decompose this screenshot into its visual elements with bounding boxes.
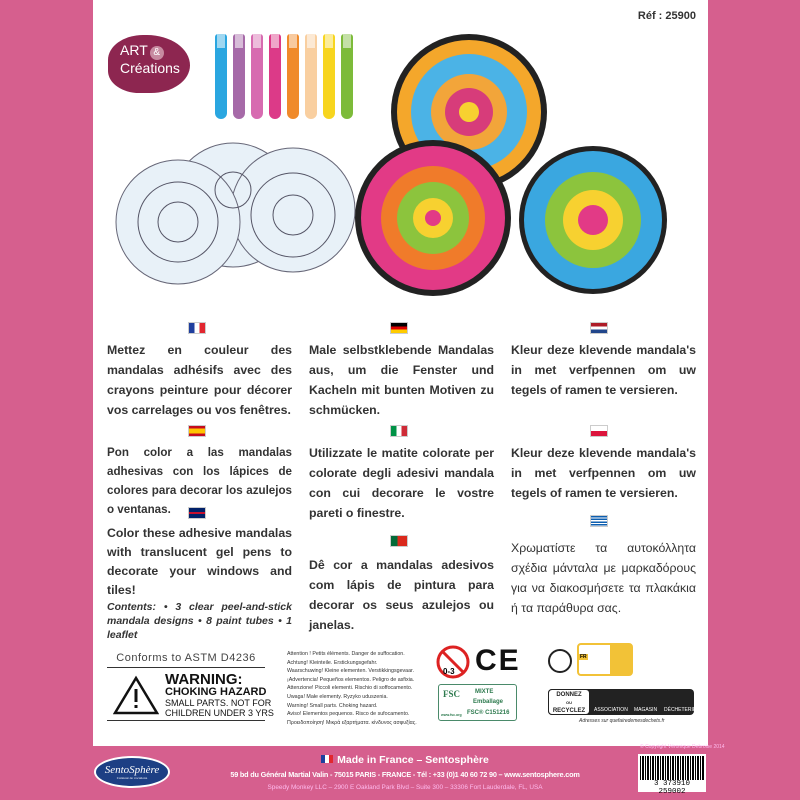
ce-mark: CE [475, 644, 521, 677]
clear-mandala-3 [231, 148, 355, 272]
clear-mandala-2 [116, 160, 240, 284]
flag-italy-icon [390, 425, 408, 437]
option-association: ASSOCIATION [594, 707, 628, 713]
multilingual-warnings [287, 650, 437, 727]
brand-subtitle: Créateur de vocations [116, 776, 148, 780]
text-gr: Χρωματίστε τα αυτοκόλλητα σχέδια μάνταλα με μαρκαδόρους για να διακοσμήσετε τα πλακάκια ή τα παράθυρα σας. [511, 541, 696, 615]
logo-text: ART [120, 42, 148, 58]
fsc-logo: FSC [443, 689, 461, 699]
flag-france-icon [188, 322, 206, 334]
logo-amp: & [150, 46, 164, 60]
donnez: DONNEZ [556, 692, 582, 698]
barcode-number: 3 373910 259002 [653, 780, 690, 796]
fsc-code: FSC® C151216 [467, 710, 510, 716]
age-restriction-icon [435, 644, 471, 680]
colored-mandala-right [519, 146, 667, 294]
text-pt: Dê cor a mandalas adesivos com lápis de pintura para decorar os seus azulejos ou janelas. [309, 558, 494, 632]
mandala-illustrations [93, 0, 708, 300]
flag-poland-icon [590, 425, 608, 437]
text-nl: Kleur deze klevende mandala's in met verfpennen om uw tegels of ramen te versieren. [511, 343, 696, 397]
company-address: 59 bd du Général Martial Valin - 75015 PARIS - FRANCE - Tél : +33 (0)1 40 60 72 90 – www.sentosphere.com [230, 770, 580, 779]
flag-greece-icon [590, 515, 608, 527]
fr-label: FR [580, 654, 587, 660]
text-es: Pon color a las mandalas adhesivas con los lápices de colores para decorar los azulejos o ventanas. [107, 446, 292, 516]
fsc-mixte: MIXTE [475, 689, 494, 695]
text-en-body: Color these adhesive mandalas with translucent gel pens to decorate your windows and tiles! [107, 526, 292, 597]
text-de: Male selbstklebende Mandalas aus, um die Fenster und Kacheln mit bunten Motiven zu schmücken. [309, 343, 494, 417]
fsc-label [438, 684, 517, 721]
option-decheterie: DÉCHETERIE [664, 707, 697, 713]
barcode-bars [640, 756, 704, 780]
barcode [638, 754, 706, 796]
copyright: © Copyright Véronique Debroise 2014 [640, 744, 725, 750]
warning-hazard: CHOKING HAZARD [165, 686, 267, 698]
warning-translation: Aviso! Elementos pequenos. Risco de sufocamento. [287, 711, 410, 718]
made-in-france [176, 754, 634, 766]
recycle-address: Adresses sur quefairedemesdechets.fr [579, 718, 665, 724]
warning-triangle-icon [113, 675, 159, 715]
flag-germany-icon [390, 322, 408, 334]
option-magasin: MAGASIN [634, 707, 658, 713]
donnez-recyclez-label [548, 689, 697, 715]
warning-translation: Attenzione! Piccoli elementi. Rischio di soffocamento. [287, 685, 413, 692]
fsc-emballage: Emballage [473, 699, 504, 705]
text-en [107, 524, 292, 642]
choking-warning [107, 667, 274, 721]
flag-france-icon [321, 755, 333, 763]
flag-portugal-icon [390, 535, 408, 547]
age-label: 0-3 [443, 667, 455, 676]
sentosphere-logo [94, 756, 170, 788]
triman-icon [548, 649, 572, 673]
recyclez: RECYCLEZ [552, 708, 586, 714]
astm-conformity: Conforms to ASTM D4236 [116, 652, 256, 664]
warning-title: WARNING: [165, 671, 243, 688]
text-pl: Kleur deze klevende mandala's in met verfpennen om uw tegels of ramen te versieren. [511, 446, 696, 500]
reference-number: Réf : 25900 [637, 10, 696, 22]
ou: OU [566, 700, 572, 705]
contents-list: Contents: • 3 clear peel-and-stick mandala designs • 8 paint tubes • 1 leaflet [107, 601, 292, 641]
warning-line2: CHILDREN UNDER 3 YRS [165, 708, 274, 718]
warning-translation: Προειδοποίηση! Μικρά εξαρτήματα. κίνδυνος ασφυξίας. [287, 719, 417, 726]
brand-name: SentoSphère [104, 764, 160, 776]
warning-translation: Achtung! Kleinteile. Erstickungsgefahr. [287, 659, 378, 666]
warning-translation: ¡Advertencia! Pequeños elementos. Peligro de asfixia. [287, 676, 415, 683]
warning-line1: SMALL PARTS. NOT FOR [165, 698, 272, 708]
flag-spain-icon [188, 425, 206, 437]
package-back [93, 0, 708, 746]
fsc-site: www.fsc.org [441, 713, 462, 717]
text-it: Utilizzate le matite colorate per colorate degli adesivi mandala con cui decorare le vostre pareti o finestre. [309, 446, 494, 520]
warning-translation: Warning! Small parts. Choking hazard. [287, 702, 378, 709]
warning-translation: Attention ! Petits éléments. Danger de suffocation. [287, 651, 405, 657]
warning-translation: Uwaga! Małe elementy. Ryzyko uduszenia. [287, 693, 388, 700]
text-fr: Mettez en couleur des mandalas adhésifs avec des crayons peinture pour décorer vos carrelages ou vos fenêtres. [107, 343, 292, 417]
sorting-info-icon [577, 643, 633, 676]
us-address: Speedy Monkey LLC – 2900 E Oakland Park Blvd – Suite 300 – 33306 Fort Lauderdale, FL, USA [267, 784, 543, 791]
logo-text-2: Créations [120, 60, 180, 76]
warning-translation: Waarschuwing! Kleine elementen. Verstikkingsgevaar. [287, 668, 414, 675]
flag-netherlands-icon [590, 322, 608, 334]
made-text: Made in France – Sentosphère [337, 754, 489, 766]
colored-mandala-left [355, 140, 511, 296]
